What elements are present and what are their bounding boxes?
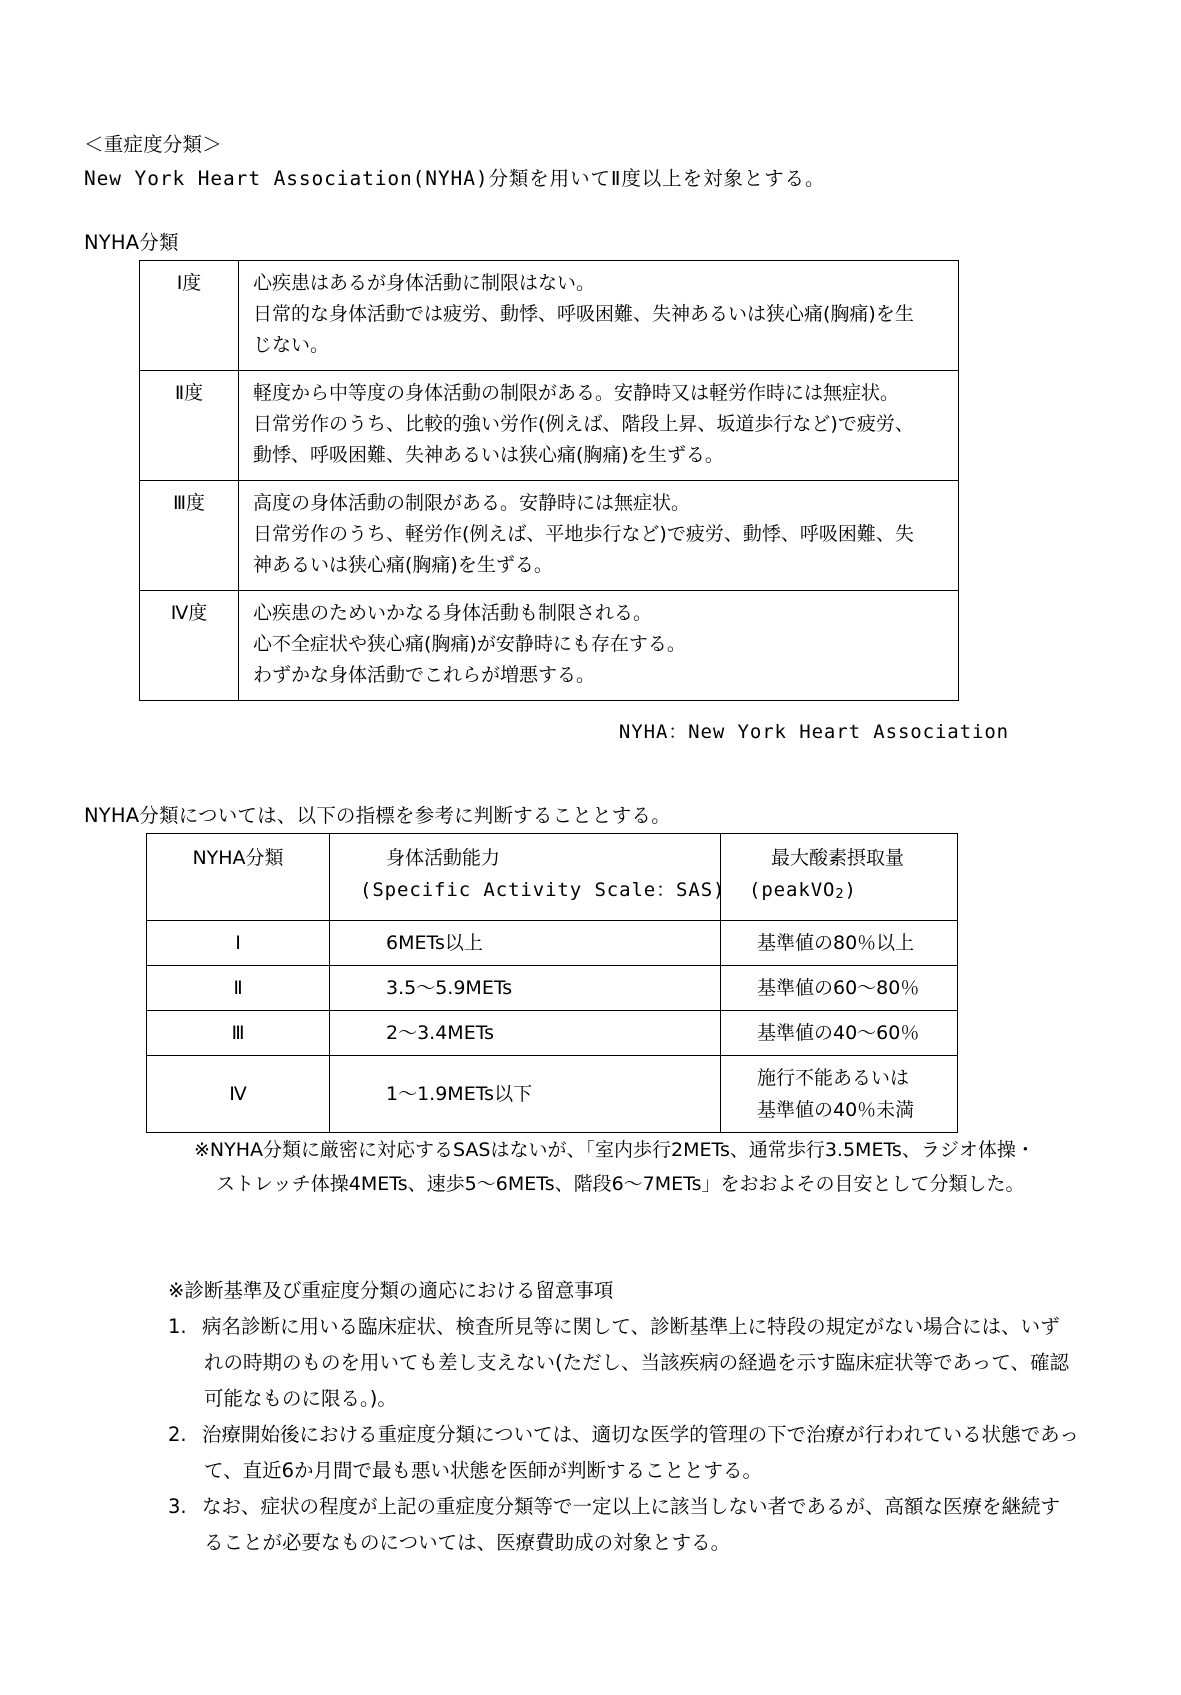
sas-table-body [147, 834, 958, 1133]
nyha-description-cell [239, 481, 959, 591]
spacer [84, 196, 984, 226]
header-line: 最大酸素摂取量 [771, 847, 905, 869]
description-line: 軽度から中等度の身体活動の制限がある。安静時又は軽労作時には無症状。 [253, 382, 900, 404]
nyha-attribution: NYHA：New York Heart Association [618, 721, 1009, 743]
peakvo2-value-cell [721, 921, 958, 966]
description-line: 日常的な身体活動では疲労、動悸、呼吸困難、失神あるいは狭心痛(胸痛)を生 [253, 303, 914, 325]
intro-sentence: New York Heart Association(NYHA)分類を用いてⅡ度以上を対象とする。 [84, 167, 826, 190]
sas-grade-cell: Ⅱ [147, 966, 330, 1011]
sas-reference-table [146, 833, 958, 1133]
item-line: 可能なものに限る。)。 [204, 1387, 397, 1411]
table1-caption: NYHA分類 [84, 231, 179, 254]
value-line: 基準値の40〜60％ [757, 1022, 920, 1045]
description-line: 日常労作のうち、軽労作(例えば、平地歩行など)で疲労、動悸、呼吸困難、失 [253, 523, 914, 545]
spacer [84, 701, 984, 717]
nyha-description-cell [239, 261, 959, 371]
item-line: て、直近6か月間で最も悪い状態を医師が判断することとする。 [204, 1459, 763, 1483]
sas-value-cell: 2〜3.4METs [330, 1011, 721, 1056]
nyha-description-cell [239, 371, 959, 481]
peakvo2-value-cell [721, 966, 958, 1011]
description-line: 心不全症状や狭心痛(胸痛)が安静時にも存在する。 [253, 633, 686, 655]
sas-value-cell: 1〜1.9METs以下 [330, 1056, 721, 1133]
sas-grade-cell: Ⅲ [147, 1011, 330, 1056]
nyha-table-body [140, 261, 959, 701]
list-item [168, 1417, 1098, 1489]
value-line: 基準値の80％以上 [757, 932, 915, 955]
item-body [202, 1417, 1098, 1489]
item-number: 3. [168, 1495, 187, 1519]
peakvo2-prefix: (peakVO [749, 879, 836, 901]
nyha-classification-table [139, 260, 959, 701]
item-line: れの時期のものを用いても差し支えない(ただし、当該疾病の経過を示す臨床症状等であって、確認 [204, 1351, 1070, 1375]
header-line-peakvo2 [749, 874, 957, 910]
column-header-activity [330, 834, 726, 921]
nyha-description-cell [239, 591, 959, 701]
table-row [140, 371, 959, 481]
description-line: 日常労作のうち、比較的強い労作(例えば、階段上昇、坂道歩行など)で疲労、 [253, 413, 914, 435]
section-title: ＜重症度分類＞ [84, 133, 222, 156]
table-row [147, 966, 958, 1011]
sas-grade-cell: Ⅰ [147, 921, 330, 966]
table-row [140, 261, 959, 371]
table-row [147, 921, 958, 966]
nyha-grade-cell: Ⅳ度 [140, 591, 239, 701]
table-row [147, 1011, 958, 1056]
description-line: 神あるいは狭心痛(胸痛)を生ずる。 [253, 554, 553, 576]
list-item [168, 1489, 1098, 1561]
header-line: 身体活動能力 [386, 847, 501, 869]
spacer [84, 747, 984, 799]
description-line: わずかな身体活動でこれらが増悪する。 [253, 664, 596, 686]
nyha-grade-cell: Ⅰ度 [140, 261, 239, 371]
item-line: ることが必要なものについては、医療費助成の対象とする。 [204, 1531, 731, 1555]
description-line: じない。 [253, 334, 330, 356]
footnotes-list [168, 1309, 1098, 1561]
peakvo2-value-cell [721, 1056, 958, 1133]
document-content [84, 128, 1079, 1561]
table-row [140, 591, 959, 701]
footnotes-heading: ※診断基準及び重症度分類の適応における留意事項 [168, 1279, 614, 1303]
column-header-peakvo2 [721, 834, 958, 921]
description-line: 動悸、呼吸困難、失神あるいは狭心痛(胸痛)を生ずる。 [253, 444, 724, 466]
item-body [202, 1489, 1098, 1561]
item-line: 治療開始後における重症度分類については、適切な医学的管理の下で治療が行われている状態であっ [202, 1423, 1079, 1447]
item-number: 2. [168, 1423, 187, 1447]
sas-value-cell: 6METs以上 [330, 921, 721, 966]
sas-value-cell: 3.5〜5.9METs [330, 966, 721, 1011]
list-item [168, 1309, 1098, 1417]
value-line: 基準値の40％未満 [757, 1099, 915, 1122]
item-line: 病名診断に用いる臨床症状、検査所見等に関して、診断基準上に特段の規定がない場合には、いず [202, 1315, 1060, 1339]
note-line: ※NYHA分類に厳密に対応するSASはないが、「室内歩行2METs、通常歩行3.5METs、ラジオ体操・ [194, 1139, 1035, 1162]
peakvo2-value-cell [721, 1011, 958, 1056]
sas-grade-cell: Ⅳ [147, 1056, 330, 1133]
peakvo2-suffix: ) [844, 879, 857, 901]
description-line: 高度の身体活動の制限がある。安静時には無症状。 [253, 492, 691, 514]
item-number: 1. [168, 1315, 187, 1339]
item-body [202, 1309, 1098, 1417]
table-row [140, 481, 959, 591]
nyha-grade-cell: Ⅲ度 [140, 481, 239, 591]
table-row [147, 1056, 958, 1133]
item-line: なお、症状の程度が上記の重症度分類等で一定以上に該当しない者であるが、高額な医療を継続す [202, 1495, 1061, 1519]
table-header-row [147, 834, 958, 921]
value-line: 施行不能あるいは [757, 1067, 910, 1090]
peakvo2-subscript: 2 [835, 886, 845, 903]
description-line: 心疾患はあるが身体活動に制限はない。 [253, 272, 596, 294]
sas-note [194, 1133, 1074, 1201]
spacer [84, 1201, 984, 1273]
header-line: (Specific Activity Scale：SAS) [360, 879, 726, 901]
column-header-nyha: NYHA分類 [147, 834, 330, 921]
description-line: 心疾患のためいかなる身体活動も制限される。 [253, 602, 653, 624]
note-line: ストレッチ体操4METs、速歩5〜6METs、階段6〜7METs」をおおよその目安として分類した。 [216, 1173, 1025, 1196]
table2-intro: NYHA分類については、以下の指標を参考に判断することとする。 [84, 804, 671, 827]
value-line: 基準値の60〜80％ [757, 977, 920, 1000]
nyha-grade-cell: Ⅱ度 [140, 371, 239, 481]
